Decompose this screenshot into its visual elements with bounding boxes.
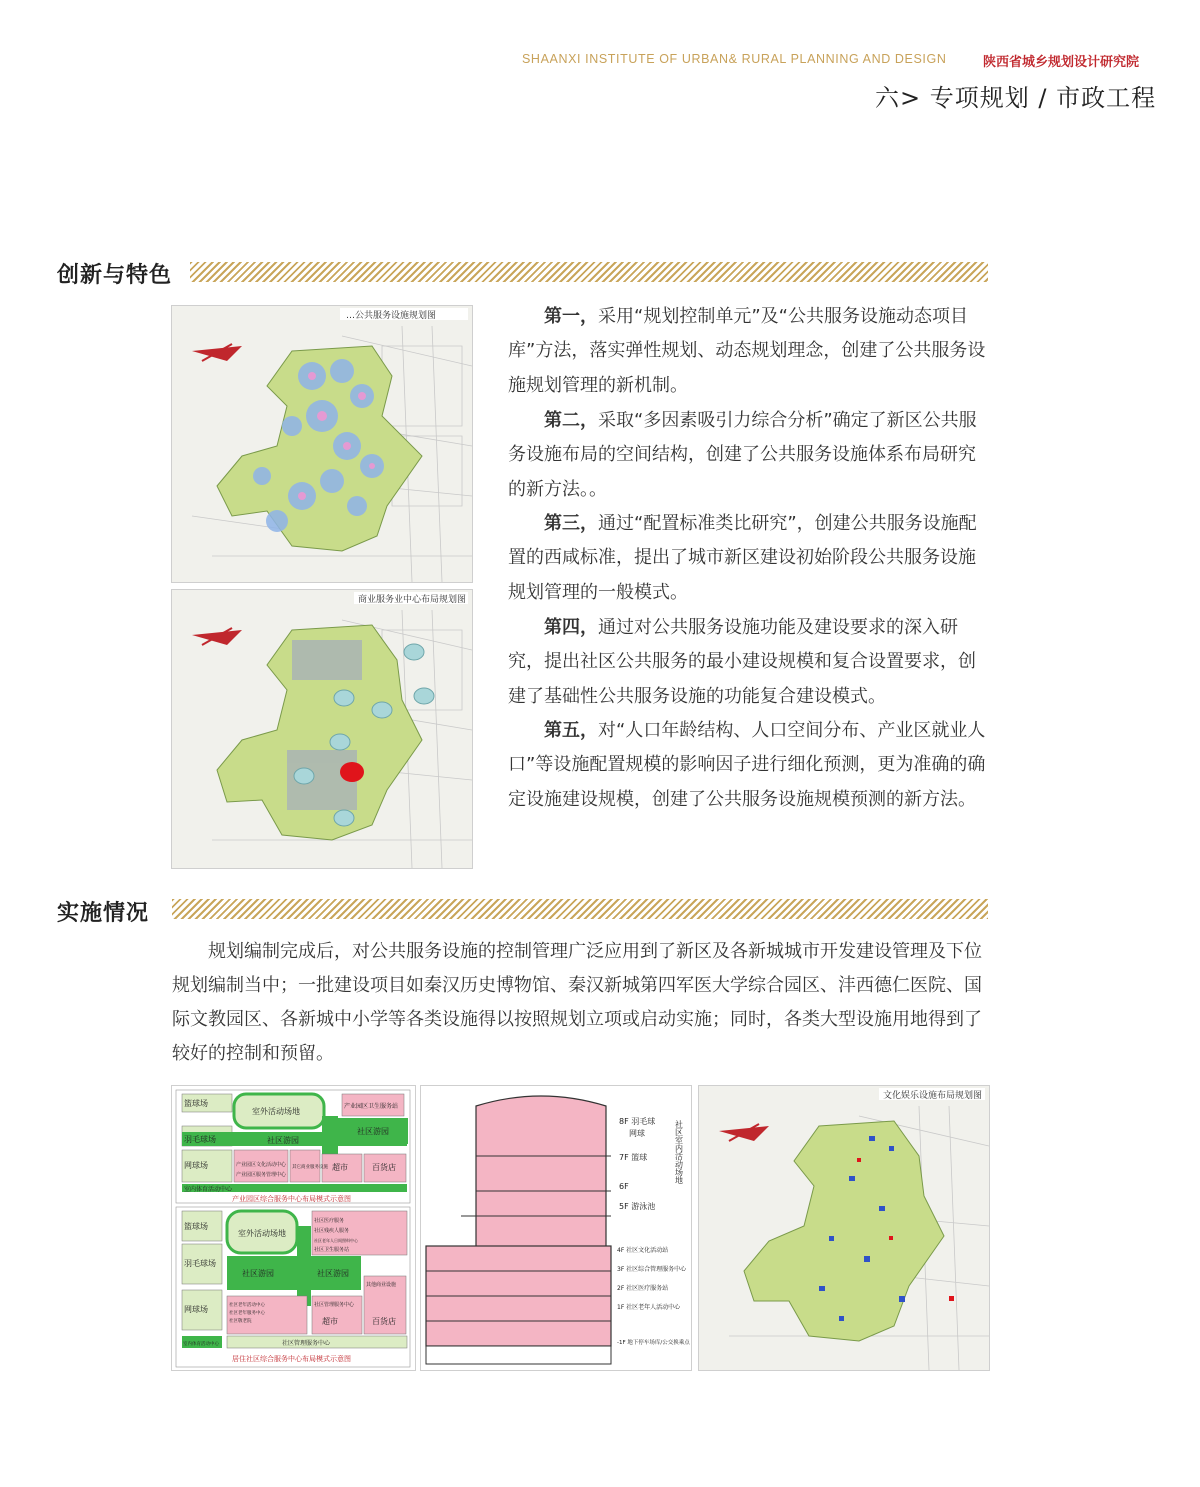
floor-label: 4F 社区文化活动站	[617, 1247, 669, 1254]
layout-cell: 社区管理服务中心	[282, 1340, 331, 1347]
layout-cell: 社区游园	[267, 1136, 299, 1145]
public-service-map	[171, 305, 473, 583]
layout-cell: 社区游园	[357, 1127, 389, 1136]
layout-cell: 产业园区服务管理中心	[236, 1172, 287, 1178]
floor-label: 7F 篮球	[619, 1153, 648, 1162]
innovation-item-3	[508, 507, 990, 610]
innovation-item-4	[508, 611, 990, 714]
layout-cell: 社区老年活动中心	[229, 1303, 265, 1308]
building-section-drawing	[420, 1085, 692, 1371]
layout-cell: 篮球场	[184, 1222, 208, 1231]
implementation-title: 实施情况	[57, 901, 150, 926]
title-hatch-divider	[172, 899, 988, 919]
item-lead: 第四，	[544, 617, 598, 638]
commercial-center-map	[171, 589, 473, 869]
floor-label: 网球	[629, 1129, 645, 1138]
layout-cell: 社区卫生服务站	[314, 1247, 350, 1253]
layout-cell: 羽毛球场	[184, 1259, 216, 1268]
layout-caption: 产业园区综合服务中心布局模式示意图	[232, 1195, 351, 1203]
layout-mode-svg	[172, 1086, 415, 1370]
item-text: 对“人口年龄结构、人口空间分布、产业区就业人口”等设施配置规模的影响因子进行细化预测，更为准确的确定设施建设规模，创建了公共服务设施规模预测的新方法。	[508, 720, 986, 810]
layout-cell: 室内体育活动中心	[183, 1342, 219, 1347]
layout-cell: 室内体育活动中心	[184, 1186, 233, 1193]
layout-cell: 社区敬老院	[229, 1319, 252, 1324]
layout-cell: 百货店	[372, 1163, 396, 1172]
layout-cell: 社区医疗服务	[314, 1218, 345, 1224]
floor-label: 6F	[619, 1182, 629, 1191]
implementation-text: 规划编制完成后，对公共服务设施的控制管理广泛应用到了新区及各新城城市开发建设管理及下位规划编制当中；一批建设项目如秦汉历史博物馆、秦汉新城第四军医大学综合园区、沣西德仁医院、国际文教园区、各新城中小学等各类设施得以按照规划立项或启动实施；同时，各类大型设施用地得到了较好的控制和预留。	[172, 941, 982, 1064]
layout-cell: 社区残疾人服务	[314, 1228, 350, 1234]
layout-cell: 室外活动场地	[238, 1229, 286, 1238]
layout-cell: 其他商业设施	[366, 1282, 397, 1288]
item-lead: 第五，	[544, 720, 598, 741]
institute-name-english: SHAANXI INSTITUTE OF URBAN& RURAL PLANNING AND DESIGN	[522, 52, 947, 66]
upper-side-label: 社区室内活动场地	[674, 1120, 684, 1184]
layout-cell: 社区游园	[242, 1269, 274, 1278]
layout-cell: 超市	[332, 1163, 348, 1172]
layout-cell: 社区游园	[317, 1269, 349, 1278]
floor-label: 3F 社区综合管理服务中心	[617, 1266, 687, 1273]
map3-title: 文化娱乐设施布局规划图	[883, 1091, 983, 1101]
layout-cell: 社区老年服务中心	[229, 1311, 265, 1316]
building-section-svg	[421, 1086, 691, 1370]
layout-cell: 社区老年人日间照料中心	[314, 1238, 358, 1243]
item-text: 采用“规划控制单元”及“公共服务设施动态项目库”方法，落实弹性规划、动态规划理念，创建了公共服务设施规划管理的新机制。	[508, 306, 986, 396]
layout-mode-diagrams	[171, 1085, 416, 1371]
layout-cell: 其它商业服务设施	[292, 1165, 328, 1170]
item-lead: 第一，	[544, 306, 598, 327]
layout-cell: 产业园区文化活动中心	[236, 1162, 287, 1168]
map2-title: 商业服务业中心布局规划图	[358, 595, 467, 605]
layout-cell: 室外活动场地	[252, 1107, 300, 1116]
innovation-item-5	[508, 714, 990, 817]
floor-label: 8F 羽毛球	[619, 1117, 656, 1126]
title-hatch-divider	[190, 262, 988, 282]
layout-cell: 网球场	[184, 1161, 208, 1170]
item-text: 通过“配置标准类比研究”，创建公共服务设施配置的西咸标准，提出了城市新区建设初始阶段公共服务设施规划管理的一般模式。	[508, 513, 977, 603]
floor-label: 2F 社区医疗服务站	[617, 1285, 669, 1292]
section-heading: 六> 专项规划 / 市政工程	[875, 84, 1157, 112]
culture-entertainment-map	[698, 1085, 990, 1371]
item-text: 通过对公共服务设施功能及建设要求的深入研究，提出社区公共服务的最小建设规模和复合设置要求，创建了基础性公共服务设施的功能复合建设模式。	[508, 617, 976, 707]
floor-label: 5F 游泳池	[619, 1202, 656, 1211]
layout-cell: 产业园区卫生服务站	[344, 1103, 399, 1110]
floor-label: 1F 社区老年人活动中心	[617, 1304, 681, 1311]
item-text: 采取“多因素吸引力综合分析”确定了新区公共服务设施布局的空间结构，创建了公共服务设施体系布局研究的新方法。。	[508, 410, 977, 500]
item-lead: 第三，	[544, 513, 598, 534]
layout-cell: 百货店	[372, 1317, 396, 1326]
institute-name-chinese: 陕西省城乡规划设计研究院	[983, 55, 1140, 70]
layout-caption: 居住社区综合服务中心布局模式示意图	[232, 1355, 351, 1363]
innovation-item-2	[508, 404, 990, 507]
layout-cell: 羽毛球场	[184, 1135, 216, 1144]
layout-cell: 网球场	[184, 1305, 208, 1314]
layout-cell: 超市	[322, 1317, 338, 1326]
floor-label: -1F 地下停车场库/公交换乘点	[617, 1340, 690, 1346]
innovation-title: 创新与特色	[57, 263, 173, 288]
map1-title: …公共服务设施规划图	[346, 311, 437, 321]
item-lead: 第二，	[544, 410, 598, 431]
layout-cell: 篮球场	[184, 1099, 208, 1108]
layout-cell: 社区管理服务中心	[314, 1302, 355, 1308]
innovation-item-1	[508, 300, 990, 403]
